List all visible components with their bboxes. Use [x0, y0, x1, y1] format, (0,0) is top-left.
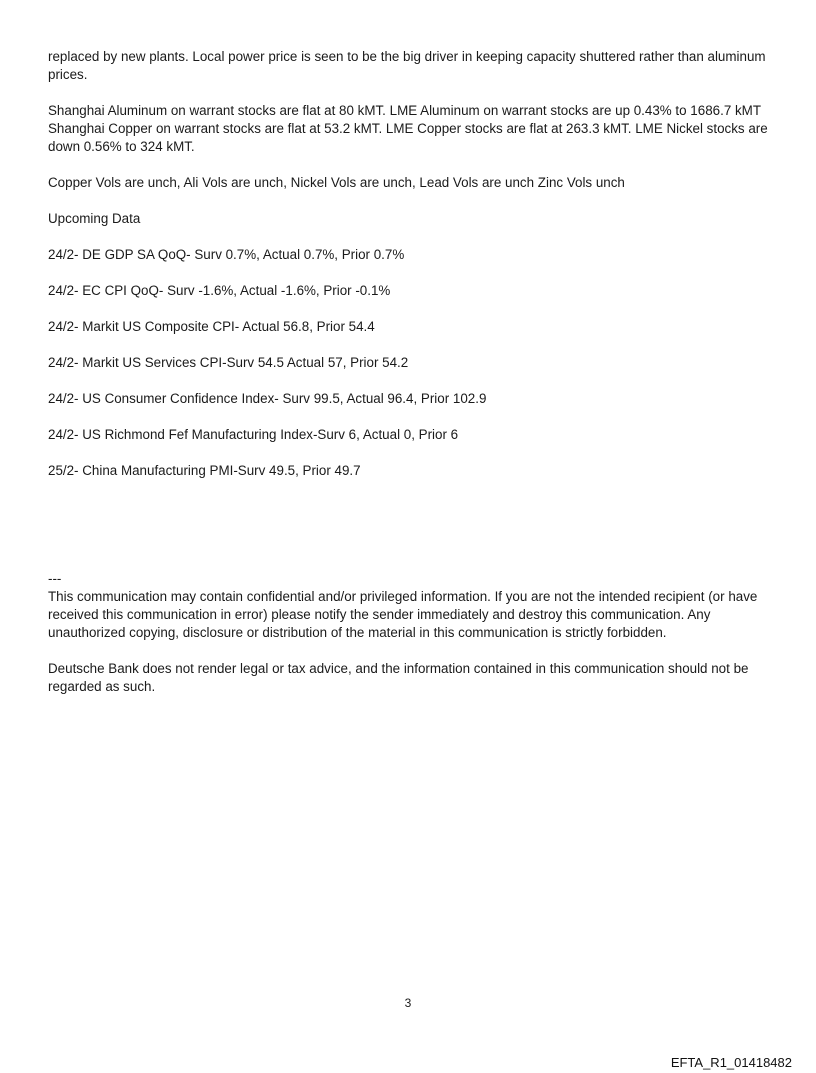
document-body: [48, 48, 768, 714]
upcoming-data-heading: Upcoming Data: [48, 211, 141, 226]
stocks-paragraph: Shanghai Aluminum on warrant stocks are flat at 80 kMT. LME Aluminum on warrant stocks are up 0.43% to 1686.7 kMT Shanghai Copper on warrant stocks are flat at 53.2 kMT. LME Copper stocks are flat at 263.3 kMT. LME Nickel stocks are down 0.56% to 324 kMT.: [48, 103, 768, 154]
data-item-de-gdp: 24/2- DE GDP SA QoQ- Surv 0.7%, Actual 0.7%, Prior 0.7%: [48, 247, 405, 262]
document-id: EFTA_R1_01418482: [670, 1055, 792, 1070]
footer-separator: ---: [48, 571, 62, 586]
data-item-ec-cpi: 24/2- EC CPI QoQ- Surv -1.6%, Actual -1.6%, Prior -0.1%: [48, 283, 391, 298]
confidentiality-disclaimer: This communication may contain confidential and/or privileged information. If you are not the intended recipient (or have received this communication in error) please notify the sender immediately and destroy this communication. Any unauthorized copying, disclosure or distribution of the material in this communication is strictly forbidden.: [48, 589, 758, 640]
vols-paragraph: Copper Vols are unch, Ali Vols are unch, Nickel Vols are unch, Lead Vols are unch Zinc Vols unch: [48, 175, 625, 190]
data-item-markit-services: 24/2- Markit US Services CPI-Surv 54.5 Actual 57, Prior 54.2: [48, 355, 409, 370]
data-item-richmond-fed: 24/2- US Richmond Fef Manufacturing Index-Surv 6, Actual 0, Prior 6: [48, 427, 459, 442]
page-number: 3: [404, 996, 412, 1010]
data-item-markit-composite: 24/2- Markit US Composite CPI- Actual 56.8, Prior 54.4: [48, 319, 375, 334]
upcoming-data-list: [48, 246, 768, 480]
intro-paragraph: replaced by new plants. Local power price is seen to be the big driver in keeping capacity shuttered rather than aluminum prices.: [48, 49, 766, 82]
spacer: [48, 498, 768, 570]
legal-advice-disclaimer: Deutsche Bank does not render legal or tax advice, and the information contained in this communication should not be regarded as such.: [48, 661, 749, 694]
data-item-consumer-confidence: 24/2- US Consumer Confidence Index- Surv 99.5, Actual 96.4, Prior 102.9: [48, 391, 487, 406]
data-item-china-pmi: 25/2- China Manufacturing PMI-Surv 49.5, Prior 49.7: [48, 463, 361, 478]
